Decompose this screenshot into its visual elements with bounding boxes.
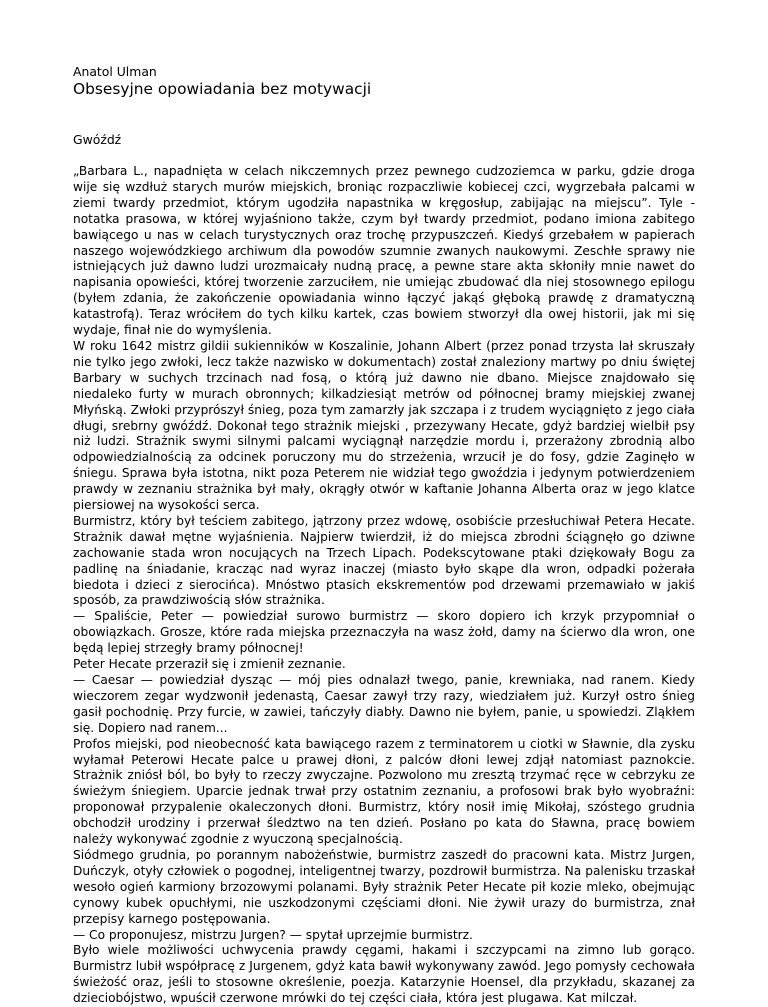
paragraph: Peter Hecate przeraził się i zmienił zeznanie. — [73, 657, 346, 672]
paragraph: Profos miejski, pod nieobecność kata bawiącego razem z terminatorem u ciotki w Sławnie, dla zysku wyłamał Peterowi Hecate palce u prawej dłoni, z palców dłoni lewej zdjął natomiast paznokcie. Strażnik zniósł ból, bo były to rzeczy zwyczajne. Pozwolono mu zresztą trzymać ręce w cebrzyku ze świeżym śniegiem. Uparcie jednak trwał przy ostatnim zeznaniu, a profosowi brak było wyobraźni: proponował przypalenie okaleczonych dłoni. Burmistrz, który nosił imię Mikołaj, szóstego grudnia obchodził urodziny i przerwał śledztwo na ten dzień. Posłano po kata do Sławna, pracę bowiem należy wykonywać zgodnie z wyuczoną specjalnością. — [73, 736, 695, 847]
chapter-title: Gwóźdź — [73, 132, 122, 147]
author-name: Anatol Ulman — [73, 64, 157, 79]
paragraph: — Caesar — powiedział dysząc — mój pies odnalazł twego, panie, krewniaka, nad ranem. Kiedy wieczorem zegar wydzwonił jedenastą, Caesar zawył trzy razy, wiedziałem już. Kurzył ostro śnieg gasił pochodnię. Przy furcie, w zawiei, tańczyły diabły. Dawno nie byłem, panie, u spowiedzi. Zląkłem się. Dopiero nad ranem... — [73, 673, 695, 735]
paragraph: — Spaliście, Peter — powiedział surowo burmistrz — skoro dopiero ich krzyk przypomniał o obowiązkach. Grosze, które rada miejska przeznaczyła na wasz żołd, damy na ścierwo dla wron, one będą lepiej strzegły bramy północnej! — [73, 609, 695, 656]
paragraph: Burmistrz, który był teściem zabitego, jątrzony przez wdowę, osobiście przesłuchiwał Petera Hecate. Strażnik dawał mętne wyjaśnienia. Najpierw twierdził, iż do miejsca zbrodni ściągnęło go dziwne zachowanie stada wron nocujących na Trzech Lipach. Podekscytowane ptaki dziękowały Bogu za padlinę na śniadanie, kracząc nad wyraz inaczej (miasto było skąpe dla wron, odpadki pożerała biedota i dzieci z sierocińca). Mnóstwo ptasich ekskrementów pod drzewami przemawiało w jakiś sposób, za prawdziwością słów strażnika. — [73, 513, 695, 608]
paragraph: „Barbara L., napadnięta w celach nikczemnych przez pewnego cudzoziemca w parku, gdzie droga wije się wzdłuż starych murów miejskich, broniąc rozpaczliwie kobiecej czci, wygrzebała palcami w ziemi twardy przedmiot, którym ugodziła napastnika w kręgosłup, zabijając na miejscu”. Tyle - notatka prasowa, w której wyjaśniono także, czym był twardy przedmiot, podano imiona zabitego bawiącego u nas w celach turystycznych oraz trochę przypuszczeń. Kiedyś grzebałem w papierach naszego wojewódzkiego archiwum dla powodów szumnie zwanych naukowymi. Zeschłe sprawy nie istniejących już dawno ludzi urozmaicały nudną pracę, a pewne stare akta skłoniły mnie nawet do napisania opowieści, której tworzenie zarzuciłem, nie umiejąc zbudować dla niej stosownego epilogu (byłem zdania, że zakończenie opowiadania winno łączyć jakąś głęboką prawdę z dramatyczną katastrofą). Teraz wróciłem do tych kilku kartek, czas bowiem stworzył dla owej historii, jak mi się wydaje, finał nie do wymyślenia. — [73, 164, 695, 338]
story-body — [73, 164, 695, 1007]
paragraph: W roku 1642 mistrz gildii sukienników w Koszalinie, Johann Albert (przez ponad trzysta lał skruszały nie tylko jego zwłoki, lecz także nazwisko w dokumentach) został znaleziony martwy po dniu świętej Barbary w suchych trzcinach nad fosą, o którą już dawno nie dbano. Miejsce znajdowało się niedaleko furty w murach obronnych; kilkadziesiąt metrów od północnej bramy miejskiej zwanej Młyńską. Zwłoki przyprószył śnieg, poza tym zamarzły jak szczapa i z trudem wyciągnięto z jego ciała długi, srebrny gwóźdź. Dokonał tego strażnik miejski , przezywany Hecate, gdyż bardziej wielbił psy niż ludzi. Strażnik swymi silnymi palcami wyciągnął narzędzie mordu i, przerażony zbrodnią albo odpowiedzialnością za odcinek poruczony mu do strzeżenia, wrzucił je do fosy, gdzie Zaginęło w śniegu. Sprawa była istotna, nikt poza Peterem nie widział tego gwoździa i jedynym potwierdzeniem prawdy w zeznaniu strażnika był mały, okrągły otwór w kaftanie Johanna Alberta oraz w jego klatce piersiowej na wysokości serca. — [73, 338, 695, 513]
paragraph: Było wiele możliwości uchwycenia prawdy cęgami, hakami i szczypcami na zimno lub gorąco. Burmistrz lubił współpracę z Jurgenem, gdyż kata bawił wykonywany zawód. Jego pomysły cechowała świeżość oraz, jeśli to stosowne określenie, poezja. Katarzynie Hoensel, dla przykładu, skazanej za dzieciobójstwo, wpuścił czerwone mrówki do tej części ciała, która jest plugawa. Kat milczał. — [73, 943, 695, 1006]
paragraph: — Co proponujesz, mistrzu Jurgen? — spytał uprzejmie burmistrz. — [73, 927, 473, 942]
paragraph: Siódmego grudnia, po porannym nabożeństwie, burmistrz zaszedł do pracowni kata. Mistrz Jurgen, Duńczyk, otyły człowiek o pogodnej, inteligentnej twarzy, pozdrowił burmistrza. Na palenisku trzaskał wesoło ogień karmiony brzozowymi polanami. Były strażnik Peter Hecate pił kozie mleko, obejmując cynowy kubek opuchłymi, nie uszkodzonymi częściami dłoni. Nie żywił urazy do burmistrza, znał przepisy karnego postępowania. — [73, 847, 695, 926]
document-title: Obsesyjne opowiadania bez motywacji — [73, 80, 372, 98]
